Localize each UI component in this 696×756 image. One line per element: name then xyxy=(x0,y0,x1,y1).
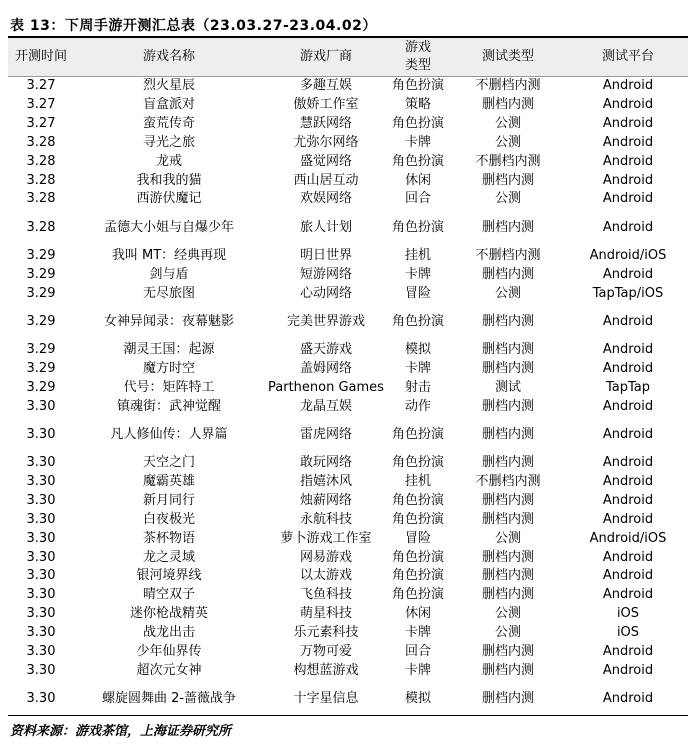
cell-game-name: 银河境界线 xyxy=(136,568,202,584)
cell-game-type: 冒险 xyxy=(404,285,431,301)
cell-platform: Android xyxy=(602,492,654,508)
header-publisher: 游戏厂商 xyxy=(299,49,352,64)
cell-game-name: 超次元女神 xyxy=(136,662,202,678)
cell-platform: Android/iOS xyxy=(589,530,667,546)
cell-game-type: 卡牌 xyxy=(404,134,431,150)
cell-date: 3.30 xyxy=(26,549,56,565)
cell-platform: Android xyxy=(602,191,654,207)
cell-game-type: 角色扮演 xyxy=(391,549,444,565)
table-row xyxy=(8,379,688,398)
cell-date: 3.30 xyxy=(26,606,56,622)
cell-game-name: 西游伏魔记 xyxy=(136,191,202,207)
cell-publisher: 短游网络 xyxy=(299,266,352,282)
cell-test-type: 删档内测 xyxy=(481,455,534,471)
cell-game-type: 卡牌 xyxy=(404,266,431,282)
cell-game-name: 魔霸英雄 xyxy=(142,474,195,490)
table-row xyxy=(8,265,688,284)
cell-game-type: 角色扮演 xyxy=(391,313,444,329)
cell-date: 3.29 xyxy=(26,313,56,329)
cell-date: 3.30 xyxy=(26,530,56,546)
cell-publisher: 明日世界 xyxy=(299,248,352,264)
cell-date: 3.27 xyxy=(26,116,56,132)
cell-date: 3.30 xyxy=(26,587,56,603)
cell-date: 3.30 xyxy=(26,492,56,508)
table-row xyxy=(8,529,688,548)
cell-game-type: 角色扮演 xyxy=(391,587,444,603)
cell-game-type: 回合 xyxy=(404,191,431,207)
cell-game-name: 剑与盾 xyxy=(149,266,189,282)
cell-test-type: 删档内测 xyxy=(481,643,534,659)
cell-platform: iOS xyxy=(616,606,640,622)
cell-game-name: 镇魂街：武神觉醒 xyxy=(116,398,221,414)
cell-platform: Android xyxy=(602,511,654,527)
cell-game-type: 动作 xyxy=(404,398,431,414)
cell-date: 3.30 xyxy=(26,455,56,471)
cell-publisher: 傲娇工作室 xyxy=(293,97,359,113)
cell-platform: Android xyxy=(602,568,654,584)
source-note: 资料来源：游戏茶馆，上海证券研究所 xyxy=(10,724,232,739)
cell-test-type: 删档内测 xyxy=(481,361,534,377)
cell-date: 3.30 xyxy=(26,511,56,527)
cell-date: 3.29 xyxy=(26,248,56,264)
cell-game-type: 卡牌 xyxy=(404,662,431,678)
cell-test-type: 不删档内测 xyxy=(475,248,541,264)
cell-test-type: 删档内测 xyxy=(481,492,534,508)
cell-game-type: 冒险 xyxy=(404,530,431,546)
cell-platform: Android xyxy=(602,153,654,169)
cell-game-name: 战龙出击 xyxy=(142,624,195,640)
cell-platform: Android xyxy=(602,219,654,235)
cell-publisher: 以太游戏 xyxy=(299,568,352,584)
cell-game-type: 回合 xyxy=(404,643,431,659)
cell-publisher: 乐元素科技 xyxy=(293,624,359,640)
cell-platform: Android xyxy=(602,427,654,443)
cell-test-type: 删档内测 xyxy=(481,97,534,113)
table-row xyxy=(8,96,688,115)
cell-date: 3.27 xyxy=(26,97,56,113)
cell-publisher: 盖姆网络 xyxy=(299,361,352,377)
cell-publisher: 龙晶互娱 xyxy=(299,398,352,414)
cell-date: 3.29 xyxy=(26,266,56,282)
cell-publisher: 万物可爱 xyxy=(299,643,352,659)
cell-game-name: 烈火星辰 xyxy=(142,78,195,94)
cell-game-type: 角色扮演 xyxy=(391,116,444,132)
cell-date: 3.28 xyxy=(26,219,56,235)
cell-test-type: 删档内测 xyxy=(481,342,534,358)
cell-test-type: 删档内测 xyxy=(481,398,534,414)
cell-test-type: 删档内测 xyxy=(481,587,534,603)
cell-date: 3.30 xyxy=(26,568,56,584)
table-row xyxy=(8,303,688,341)
cell-test-type: 删档内测 xyxy=(481,219,534,235)
cell-publisher: 网易游戏 xyxy=(299,549,352,565)
cell-test-type: 删档内测 xyxy=(481,568,534,584)
cell-platform: Android xyxy=(602,587,654,603)
cell-platform: Android xyxy=(602,398,654,414)
table-row xyxy=(8,284,688,303)
table-row xyxy=(8,341,688,360)
cell-test-type: 公测 xyxy=(494,530,521,546)
cell-game-type: 休闲 xyxy=(404,172,431,188)
table-row xyxy=(8,510,688,529)
cell-publisher: 永航科技 xyxy=(299,511,352,527)
cell-test-type: 删档内测 xyxy=(481,549,534,565)
cell-publisher: 烛薪网络 xyxy=(299,492,352,508)
table-row xyxy=(8,397,688,416)
cell-platform: Android xyxy=(602,342,654,358)
table-row xyxy=(8,115,688,134)
cell-date: 3.28 xyxy=(26,134,56,150)
cell-test-type: 公测 xyxy=(494,116,521,132)
table-row xyxy=(8,605,688,624)
cell-game-name: 新月同行 xyxy=(142,492,195,508)
cell-platform: Android xyxy=(602,455,654,471)
cell-test-type: 测试 xyxy=(494,379,521,395)
cell-date: 3.28 xyxy=(26,172,56,188)
table-row xyxy=(8,209,688,247)
cell-game-name: 无尽旅图 xyxy=(142,285,195,301)
cell-platform: Android xyxy=(602,361,654,377)
cell-test-type: 删档内测 xyxy=(481,662,534,678)
header-game-type: 游戏类型 xyxy=(404,40,431,73)
header-test-date: 开测时间 xyxy=(14,49,67,64)
table-bottom-rule xyxy=(8,715,688,716)
table-header xyxy=(8,38,688,77)
cell-game-type: 角色扮演 xyxy=(391,78,444,94)
cell-publisher: Parthenon Games xyxy=(268,379,384,395)
cell-game-name: 少年仙界传 xyxy=(136,643,202,659)
table-row xyxy=(8,247,688,266)
table-title: 表 13：下周手游开测汇总表（23.03.27-23.04.02） xyxy=(10,18,377,34)
cell-platform: Android xyxy=(602,474,654,490)
table-row xyxy=(8,190,688,209)
cell-platform: Android xyxy=(602,78,654,94)
table-row xyxy=(8,642,688,661)
cell-publisher: 多趣互娱 xyxy=(299,78,352,94)
cell-publisher: 完美世界游戏 xyxy=(286,313,365,329)
cell-publisher: 盛觉网络 xyxy=(299,153,352,169)
table-row xyxy=(8,492,688,511)
cell-game-name: 蛮荒传奇 xyxy=(142,116,195,132)
table-row xyxy=(8,134,688,153)
cell-date: 3.29 xyxy=(26,285,56,301)
cell-test-type: 删档内测 xyxy=(481,266,534,282)
table-row xyxy=(8,152,688,171)
cell-date: 3.30 xyxy=(26,643,56,659)
cell-publisher: 飞鱼科技 xyxy=(299,587,352,603)
cell-game-type: 模拟 xyxy=(404,690,431,706)
cell-publisher: 萌星科技 xyxy=(299,606,352,622)
cell-game-name: 白夜极光 xyxy=(142,511,195,527)
cell-date: 3.30 xyxy=(26,624,56,640)
cell-game-name: 凡人修仙传：人界篇 xyxy=(110,427,228,443)
table-row xyxy=(8,623,688,642)
table-row xyxy=(8,661,688,680)
cell-game-name: 我和我的猫 xyxy=(136,172,202,188)
cell-test-type: 公测 xyxy=(494,285,521,301)
cell-game-name: 龙之灵域 xyxy=(142,549,195,565)
cell-test-type: 删档内测 xyxy=(481,690,534,706)
cell-date: 3.29 xyxy=(26,361,56,377)
cell-date: 3.28 xyxy=(26,153,56,169)
table-row xyxy=(8,454,688,473)
cell-platform: TapTap/iOS xyxy=(592,285,664,301)
table-row xyxy=(8,680,688,718)
cell-test-type: 删档内测 xyxy=(481,172,534,188)
cell-test-type: 不删档内测 xyxy=(475,153,541,169)
header-platform: 测试平台 xyxy=(601,49,654,64)
table-row xyxy=(8,473,688,492)
cell-platform: Android xyxy=(602,549,654,565)
header-game-name: 游戏名称 xyxy=(142,49,195,64)
cell-game-type: 射击 xyxy=(404,379,431,395)
cell-platform: TapTap xyxy=(605,379,650,395)
cell-test-type: 不删档内测 xyxy=(475,78,541,94)
cell-game-type: 卡牌 xyxy=(404,361,431,377)
cell-publisher: 指嬉沐风 xyxy=(299,474,352,490)
cell-game-type: 挂机 xyxy=(404,248,431,264)
cell-platform: Android xyxy=(602,266,654,282)
cell-game-type: 卡牌 xyxy=(404,624,431,640)
cell-platform: Android xyxy=(602,134,654,150)
cell-date: 3.28 xyxy=(26,191,56,207)
cell-game-type: 策略 xyxy=(404,97,431,113)
cell-game-name: 潮灵王国：起源 xyxy=(123,342,215,358)
cell-game-name: 天空之门 xyxy=(142,455,195,471)
cell-publisher: 尤弥尔网络 xyxy=(293,134,359,150)
cell-publisher: 萝卜游戏工作室 xyxy=(280,530,372,546)
cell-platform: Android xyxy=(602,690,654,706)
cell-game-type: 角色扮演 xyxy=(391,153,444,169)
cell-date: 3.29 xyxy=(26,379,56,395)
cell-publisher: 构想蓝游戏 xyxy=(293,662,359,678)
cell-publisher: 旅人计划 xyxy=(299,219,352,235)
cell-game-name: 龙戒 xyxy=(155,153,182,169)
header-test-type: 测试类型 xyxy=(481,49,534,64)
cell-game-type: 休闲 xyxy=(404,606,431,622)
table-row xyxy=(8,77,688,96)
table-row xyxy=(8,548,688,567)
cell-publisher: 十字星信息 xyxy=(293,690,359,706)
cell-platform: Android xyxy=(602,172,654,188)
cell-game-type: 角色扮演 xyxy=(391,492,444,508)
cell-platform: Android xyxy=(602,116,654,132)
cell-platform: Android xyxy=(602,662,654,678)
cell-game-name: 寻光之旅 xyxy=(142,134,195,150)
cell-publisher: 欢娱网络 xyxy=(299,191,352,207)
cell-test-type: 公测 xyxy=(494,134,521,150)
cell-game-name: 茶杯物语 xyxy=(142,530,195,546)
cell-test-type: 删档内测 xyxy=(481,427,534,443)
cell-test-type: 删档内测 xyxy=(481,313,534,329)
cell-game-type: 挂机 xyxy=(404,474,431,490)
cell-game-name: 盲盒派对 xyxy=(142,97,195,113)
cell-game-type: 角色扮演 xyxy=(391,427,444,443)
table-body xyxy=(8,77,688,718)
cell-game-type: 模拟 xyxy=(404,342,431,358)
cell-date: 3.30 xyxy=(26,474,56,490)
cell-game-name: 女神异闻录：夜幕魅影 xyxy=(103,313,234,329)
cell-publisher: 雷虎网络 xyxy=(299,427,352,443)
cell-publisher: 西山居互动 xyxy=(293,172,359,188)
cell-platform: Android xyxy=(602,643,654,659)
cell-game-name: 晴空双子 xyxy=(142,587,195,603)
cell-platform: Android/iOS xyxy=(589,248,667,264)
cell-game-type: 角色扮演 xyxy=(391,511,444,527)
cell-date: 3.27 xyxy=(26,78,56,94)
cell-test-type: 公测 xyxy=(494,606,521,622)
cell-platform: iOS xyxy=(616,624,640,640)
cell-game-name: 螺旋圆舞曲 2-蔷薇战争 xyxy=(101,690,237,706)
cell-test-type: 公测 xyxy=(494,624,521,640)
cell-date: 3.29 xyxy=(26,342,56,358)
cell-test-type: 不删档内测 xyxy=(475,474,541,490)
cell-platform: Android xyxy=(602,97,654,113)
cell-game-name: 代号：矩阵特工 xyxy=(123,379,215,395)
cell-game-name: 孟德大小姐与自爆少年 xyxy=(103,219,234,235)
cell-date: 3.30 xyxy=(26,427,56,443)
table-row xyxy=(8,586,688,605)
cell-date: 3.30 xyxy=(26,690,56,706)
cell-date: 3.30 xyxy=(26,662,56,678)
cell-test-type: 公测 xyxy=(494,191,521,207)
cell-platform: Android xyxy=(602,313,654,329)
table-row xyxy=(8,360,688,379)
table-row xyxy=(8,416,688,454)
cell-test-type: 删档内测 xyxy=(481,511,534,527)
cell-publisher: 敢玩网络 xyxy=(299,455,352,471)
table-row xyxy=(8,171,688,190)
cell-publisher: 心动网络 xyxy=(299,285,352,301)
cell-game-name: 魔方时空 xyxy=(142,361,195,377)
cell-game-name: 我叫 MT：经典再现 xyxy=(111,248,227,264)
cell-date: 3.30 xyxy=(26,398,56,414)
cell-game-name: 迷你枪战精英 xyxy=(129,606,208,622)
cell-game-type: 角色扮演 xyxy=(391,219,444,235)
cell-publisher: 慧跃网络 xyxy=(299,116,352,132)
cell-game-type: 角色扮演 xyxy=(391,568,444,584)
cell-game-type: 角色扮演 xyxy=(391,455,444,471)
cell-publisher: 盛天游戏 xyxy=(299,342,352,358)
table-row xyxy=(8,567,688,586)
